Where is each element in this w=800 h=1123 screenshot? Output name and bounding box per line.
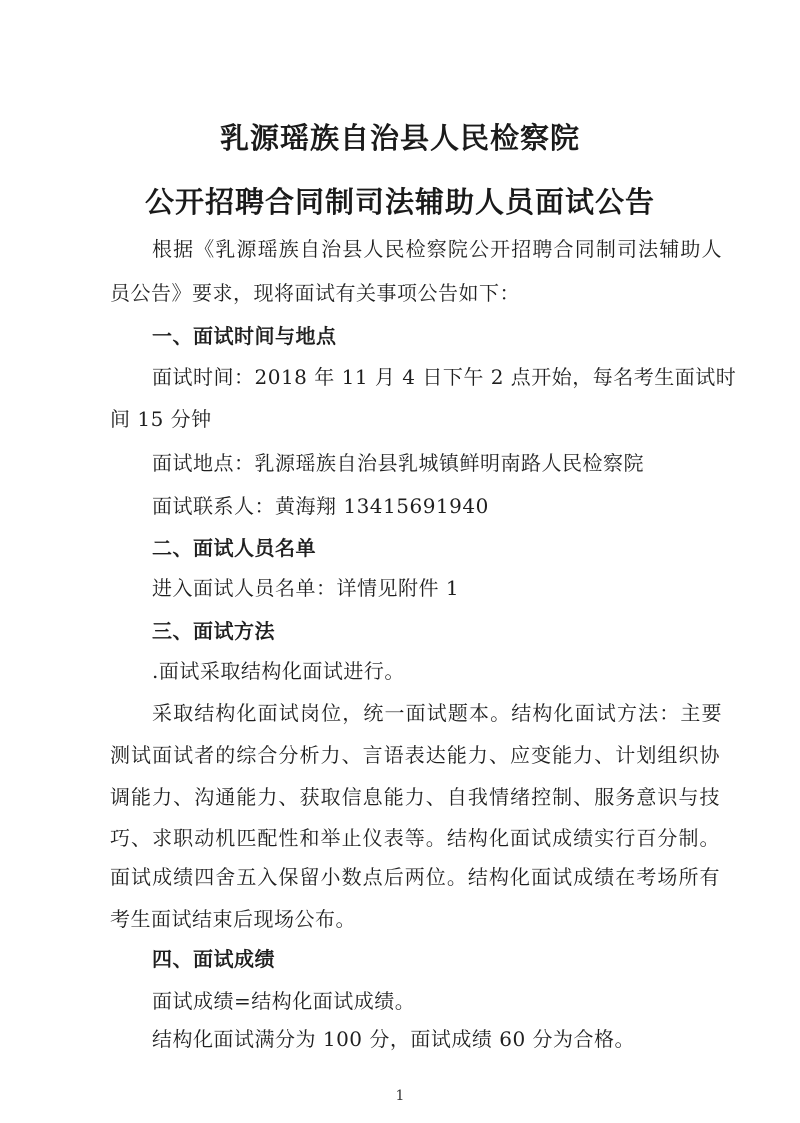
method-paragraph-2-line-6: 考生面试结束后现场公布。 (110, 907, 356, 931)
section-1-heading: 一、面试时间与地点 (152, 324, 337, 348)
interview-time-line-1: 面试时间：2018 年 11 月 4 日下午 2 点开始，每名考生面试时 (152, 365, 737, 389)
method-paragraph-2-line-5: 面试成绩四舍五入保留小数点后两位。结构化面试成绩在考场所有 (110, 865, 720, 889)
method-paragraph-2-line-1: 采取结构化面试岗位，统一面试题本。结构化面试方法：主要 (152, 701, 722, 725)
section-2-heading: 二、面试人员名单 (152, 536, 316, 560)
method-paragraph-1: .面试采取结构化面试进行。 (152, 659, 405, 683)
score-paragraph-2: 结构化面试满分为 100 分，面试成绩 60 分为合格。 (152, 1027, 636, 1051)
score-paragraph-1: 面试成绩=结构化面试成绩。 (152, 989, 416, 1013)
section-4-heading: 四、面试成绩 (152, 947, 275, 971)
document-title-line-1: 乳源瑶族自治县人民检察院 (219, 121, 580, 155)
interview-place: 面试地点：乳源瑶族自治县乳城镇鲜明南路人民检察院 (152, 451, 644, 475)
interviewee-list-note: 进入面试人员名单：详情见附件 1 (152, 576, 460, 600)
interview-contact: 面试联系人：黄海翔 13415691940 (152, 494, 489, 518)
method-paragraph-2-line-3: 调能力、沟通能力、获取信息能力、自我情绪控制、服务意识与技 (110, 785, 720, 809)
intro-line-2: 员公告》要求，现将面试有关事项公告如下： (110, 281, 520, 305)
page-number: 1 (395, 1088, 405, 1104)
intro-line-1: 根据《乳源瑶族自治县人民检察院公开招聘合同制司法辅助人 (152, 237, 722, 261)
section-3-heading: 三、面试方法 (152, 619, 275, 643)
method-paragraph-2-line-2: 测试面试者的综合分析力、言语表达能力、应变能力、计划组织协 (110, 743, 720, 767)
document-title-line-2: 公开招聘合同制司法辅助人员面试公告 (144, 185, 655, 219)
interview-time-line-2: 间 15 分钟 (110, 407, 212, 431)
method-paragraph-2-line-4: 巧、求职动机匹配性和举止仪表等。结构化面试成绩实行百分制。 (110, 826, 720, 850)
